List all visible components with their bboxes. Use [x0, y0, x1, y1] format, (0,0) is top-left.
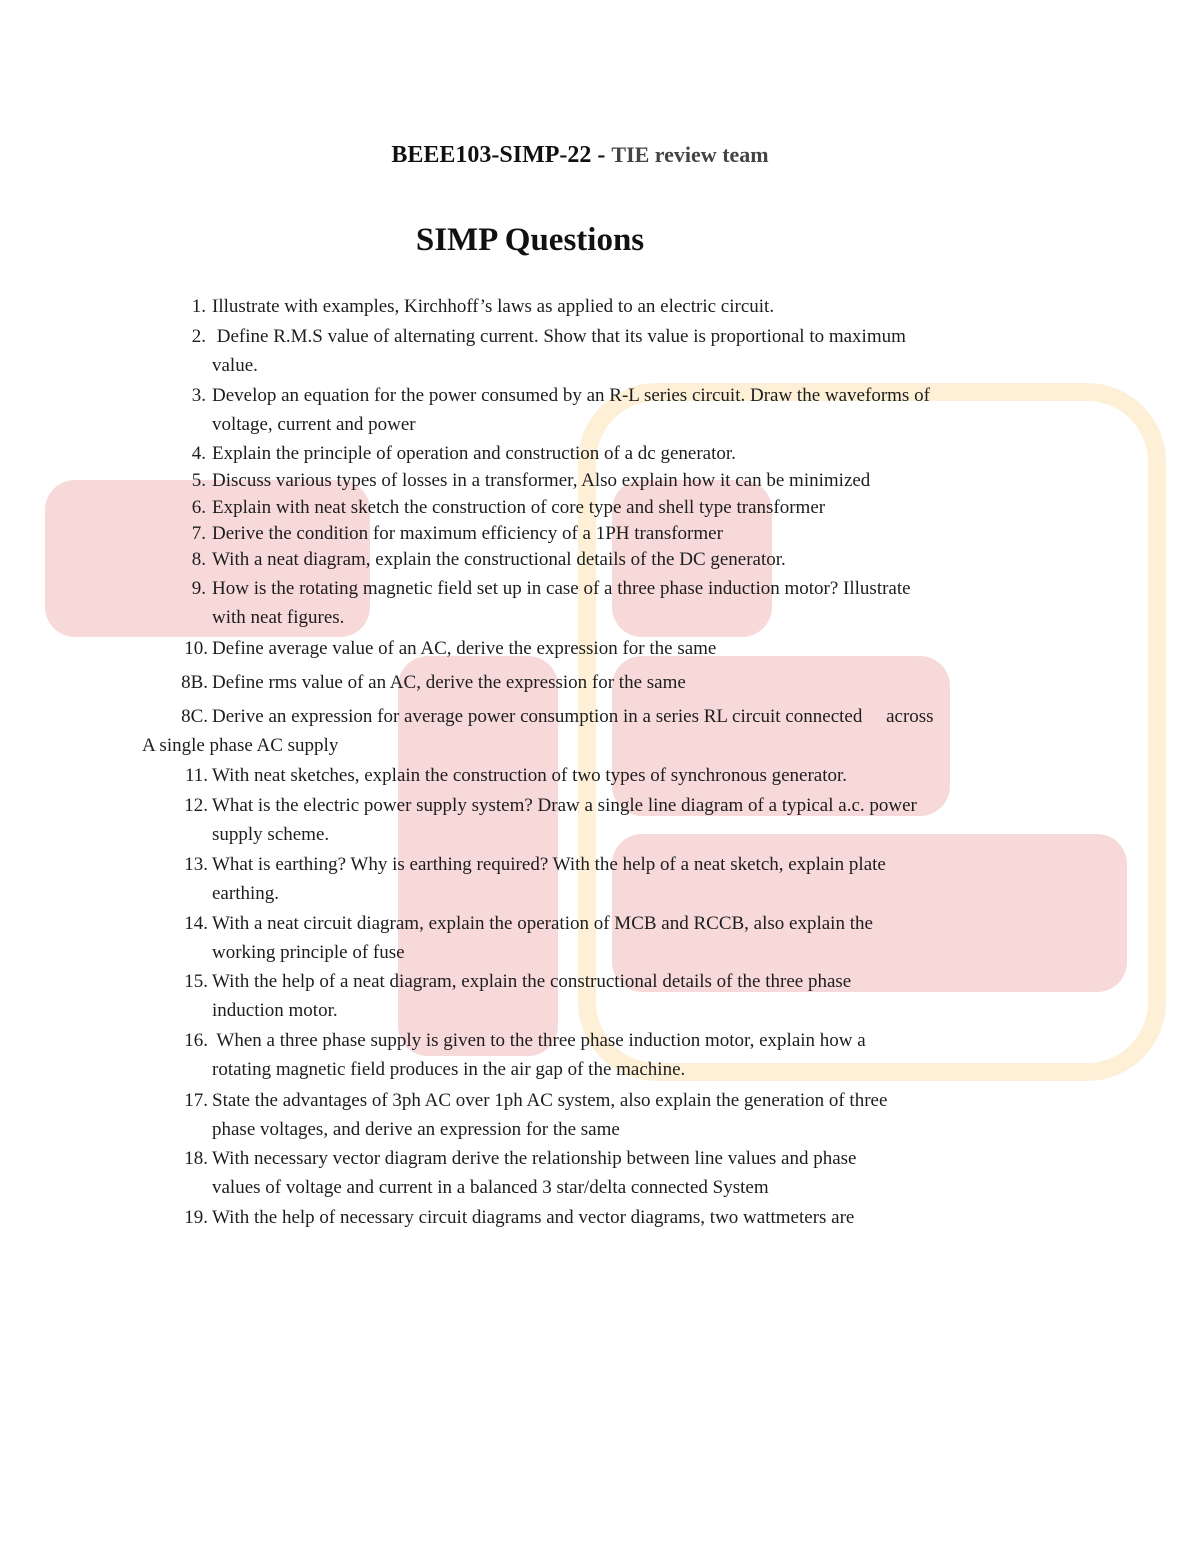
question-number: 8.	[191, 549, 206, 570]
question-number: 10.	[184, 638, 208, 659]
question-item	[181, 668, 1042, 697]
question-text: Explain the principle of operation and construction of a dc generator.	[212, 443, 736, 464]
question-item	[184, 634, 1042, 663]
question-item	[184, 1086, 1042, 1115]
document-header	[0, 142, 1160, 169]
question-text: With the help of necessary circuit diagrams and vector diagrams, two wattmeters are	[212, 1207, 855, 1228]
question-number: 7.	[191, 523, 206, 544]
question-number: 19.	[184, 1207, 208, 1228]
question-text: Derive an expression for average power consumption in a series RL circuit connected across	[212, 706, 934, 727]
question-text: Illustrate with examples, Kirchhoff’s laws as applied to an electric circuit.	[212, 296, 775, 317]
question-text: With necessary vector diagram derive the relationship between line values and phase	[212, 1148, 857, 1169]
question-text: Define R.M.S value of alternating current. Show that its value is proportional to maximum	[212, 326, 906, 347]
question-number: 15.	[184, 971, 208, 992]
question-item	[191, 466, 1042, 495]
team-name: TIE review team	[611, 142, 769, 167]
question-text: State the advantages of 3ph AC over 1ph AC system, also explain the generation of three	[212, 1090, 888, 1111]
question-text: What is earthing? Why is earthing required? With the help of a neat sketch, explain plate	[212, 854, 886, 875]
question-text: With a neat circuit diagram, explain the operation of MCB and RCCB, also explain the	[212, 913, 873, 934]
question-item	[191, 439, 1042, 468]
question-text-continuation: A single phase AC supply	[142, 735, 339, 756]
question-item	[184, 1144, 1042, 1173]
question-item	[191, 381, 1042, 410]
question-number: 17.	[184, 1090, 208, 1111]
question-text: With a neat diagram, explain the constructional details of the DC generator.	[212, 549, 786, 570]
question-text: Define average value of an AC, derive the expression for the same	[212, 638, 717, 659]
question-item	[191, 493, 1042, 522]
question-text: With neat sketches, explain the construction of two types of synchronous generator.	[212, 765, 848, 786]
course-code: BEEE103-SIMP-22	[391, 142, 592, 168]
question-number: 14.	[184, 913, 208, 934]
question-number: 4.	[191, 443, 206, 464]
question-number: 12.	[184, 795, 208, 816]
question-item	[184, 791, 1042, 820]
question-item	[191, 574, 1042, 603]
question-item	[181, 702, 1042, 731]
question-item	[191, 322, 1042, 351]
question-text: How is the rotating magnetic field set up in case of a three phase induction motor? Illustrate	[212, 578, 911, 599]
question-item	[184, 761, 1042, 790]
question-text-continuation: rotating magnetic field produces in the air gap of the machine.	[212, 1059, 686, 1080]
question-text: When a three phase supply is given to the three phase induction motor, explain how a	[212, 1030, 866, 1051]
question-text-continuation: supply scheme.	[212, 824, 330, 845]
question-item	[191, 292, 1042, 321]
question-text: With the help of a neat diagram, explain the constructional details of the three phase	[212, 971, 852, 992]
question-number: 8C.	[181, 706, 208, 727]
question-text: Define rms value of an AC, derive the expression for the same	[212, 672, 686, 693]
question-number: 5.	[191, 470, 206, 491]
question-text-continuation: working principle of fuse	[212, 942, 405, 963]
question-number: 8B.	[181, 672, 208, 693]
question-text: Discuss various types of losses in a transformer, Also explain how it can be minimized	[212, 470, 871, 491]
question-number: 16.	[184, 1030, 208, 1051]
question-number: 9.	[191, 578, 206, 599]
question-number: 1.	[191, 296, 206, 317]
question-number: 3.	[191, 385, 206, 406]
question-number: 2.	[191, 326, 206, 347]
question-item	[184, 909, 1042, 938]
question-text-continuation: value.	[212, 355, 258, 376]
question-item	[184, 850, 1042, 879]
page-title: SIMP Questions	[415, 222, 645, 258]
question-text: Derive the condition for maximum efficiency of a 1PH transformer	[212, 523, 723, 544]
question-text: What is the electric power supply system? Draw a single line diagram of a typical a.c. power	[212, 795, 917, 816]
question-item	[191, 519, 1042, 548]
question-text: Explain with neat sketch the construction of core type and shell type transformer	[212, 497, 826, 518]
question-item	[191, 545, 1042, 574]
question-number: 6.	[191, 497, 206, 518]
question-number: 18.	[184, 1148, 208, 1169]
question-item	[184, 967, 1042, 996]
question-number: 13.	[184, 854, 208, 875]
question-text-continuation: with neat figures.	[212, 607, 345, 628]
question-item	[184, 1203, 1042, 1232]
question-number: 11.	[184, 765, 208, 786]
header-separator: -	[591, 142, 612, 168]
question-text-continuation: phase voltages, and derive an expression for the same	[212, 1119, 620, 1140]
question-text: Develop an equation for the power consumed by an R-L series circuit. Draw the waveforms of	[212, 385, 930, 406]
question-item	[184, 1026, 1042, 1055]
question-text-continuation: values of voltage and current in a balanced 3 star/delta connected System	[212, 1177, 769, 1198]
question-text-continuation: earthing.	[212, 883, 280, 904]
question-text-continuation: voltage, current and power	[212, 414, 416, 435]
question-text-continuation: induction motor.	[212, 1000, 338, 1021]
